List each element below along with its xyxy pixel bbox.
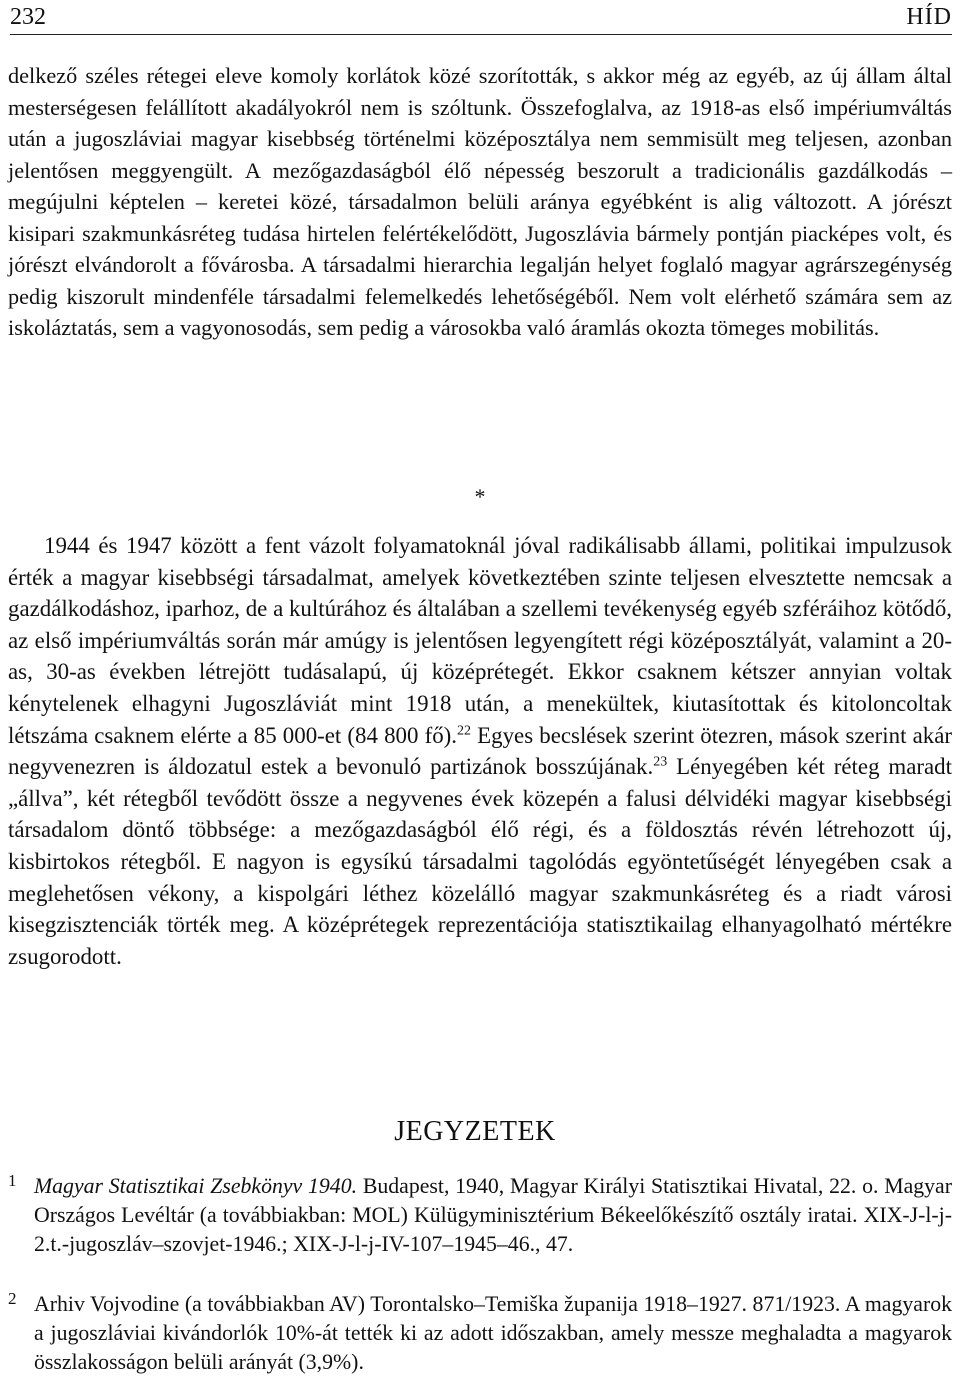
notes-heading: JEGYZETEK [394, 1116, 556, 1147]
footnote-number: 1 [8, 1171, 17, 1190]
footnote-number: 2 [8, 1289, 17, 1308]
paragraph-2-text-2: Egyes becslések szerint ötezren, mások szerint akár negyvenezren is áldozatul estek a bevonuló partizánok bosszújának. [8, 722, 952, 780]
page-header [10, 4, 952, 35]
footnote-ref-23: 23 [653, 754, 668, 770]
page-number: 232 [10, 4, 46, 30]
section-separator: * [474, 484, 486, 509]
body-paragraph-2 [8, 530, 952, 972]
footnote-1 [8, 1172, 952, 1259]
footnote-title: Magyar Statisztikai Zsebkönyv 1940. [34, 1174, 358, 1198]
paragraph-2-text-3: Lényegében két réteg maradt „állva”, két rétegből tevődött össze a negyvenes évek közepén a falusi délvidéki magyar kisebbségi társadalom döntő többsége: a mezőgazdaságból élő régi, és a földosztás révén létrehozott új, kisbirtokos rétegből. E nagyon is egysíkú társadalmi tagolódás egyöntetűségét lényegében csak a meglehetősen vékony, a kispolgári léthez közelálló magyar szakmunkásréteg és a riadt városi kisegzisztenciák törték meg. A középrétegek reprezentációja statisztikailag elhanyagolható mértékre zsugorodott. [8, 754, 952, 969]
body-paragraph-1: delkező széles rétegei eleve komoly korlátok közé szorították, s akkor még az egyéb, az új állam által mesterségesen felállított akadályokról nem is szóltunk. Összefoglalva, az 1918-as első impériumváltás után a jugoszláviai magyar kisebbség történelmi középosztálya nem semmisült meg teljesen, azonban jelentősen meggyengült. A mezőgazdaságból élő népesség beszorult a tradicionális gazdálkodás – megújulni képtelen – keretei közé, társadalmon belüli aránya egyébként is alig változott. A jórészt kisipari szakmunkásréteg tudása hirtelen felértékelődött, Jugoszlávia bármely pontján piacképes volt, és jórészt elvándorolt a fővárosba. A társadalmi hierarchia legalján helyet foglaló magyar agrárszegénység pedig kiszorult mindenféle társadalmi felemelkedés lehetőségéből. Nem volt elérhető számára sem az iskoláztatás, sem a vagyonosodás, sem pedig a városokba való áramlás okozta tömeges mobilitás. [8, 63, 952, 340]
footnote-body [34, 1290, 952, 1377]
footnote-text: Arhiv Vojvodine (a továbbiakban AV) Torontalsko–Temiška županija 1918–1927. 871/1923. A magyarok a jugoszláviai kivándorlók 10%-át tették ki az adott időszakban, amely messze meghaladta a magyarok összlakosságon belüli arányát (3,9%). [34, 1292, 952, 1374]
footnote-2 [8, 1290, 952, 1377]
footnote-body [34, 1172, 952, 1259]
paragraph-2-text-1: 1944 és 1947 között a fent vázolt folyamatoknál jóval radikálisabb állami, politikai impulzusok érték a magyar kisebbségi társadalmat, amelyek következtében szinte teljesen elvesztette nemcsak a gazdálkodáshoz, iparhoz, de a kultúrához és általában a szellemi tevékenység egyéb szféráihoz kötődő, az első impériumváltás során már amúgy is jelentősen legyengített régi középosztályát, valamint a 20-as, 30-as években létrejött tudásalapú, új középrétegét. Ekkor csaknem kétszer annyian voltak kénytelenek elhagyni Jugoszláviát mint 1918 után, a menekültek, kiutasítottak és kitoloncoltak létszáma csaknem elérte a 85 000-et (84 800 fő). [8, 533, 952, 748]
footnote-ref-22: 22 [457, 722, 472, 738]
running-title: HÍD [906, 4, 952, 30]
footnote-text: Budapest, 1940, Magyar Királyi Statisztikai Hivatal, 22. o. Magyar Országos Levéltár (a továbbiakban: MOL) Külügyminisztérium Békeelőkészítő osztály iratai. XIX-J-l-j-2.t.-jugoszláv–szovjet-1946.; XIX-J-l-j-IV-107–1945–46., 47. [34, 1174, 952, 1256]
